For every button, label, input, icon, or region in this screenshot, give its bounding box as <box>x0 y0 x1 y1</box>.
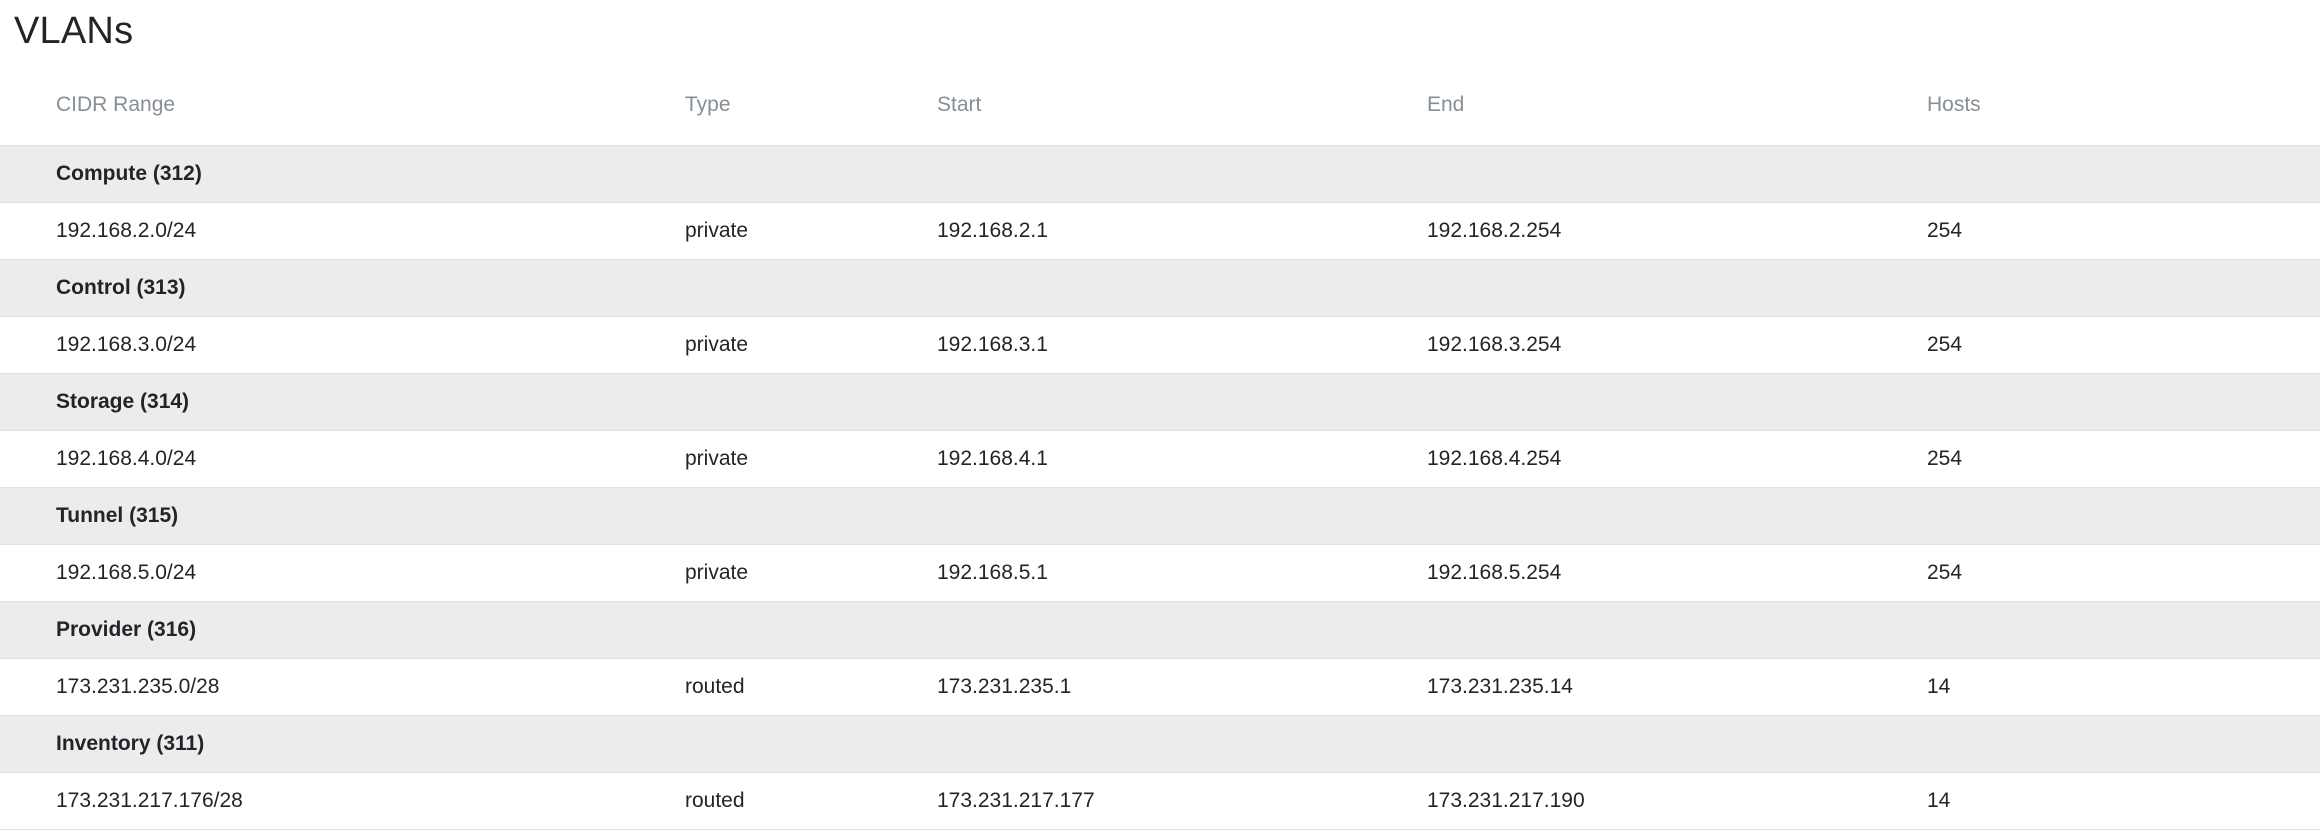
table-header-row <box>0 93 2320 146</box>
group-label: Compute (312) <box>0 146 2320 203</box>
group-header-row <box>0 488 2320 545</box>
cell-hosts: 254 <box>1927 545 2320 602</box>
cell-cidr-range: 173.231.235.0/28 <box>0 659 685 716</box>
cell-end: 192.168.5.254 <box>1427 545 1927 602</box>
table-row <box>0 431 2320 488</box>
group-header-row <box>0 260 2320 317</box>
group-header-row <box>0 716 2320 773</box>
group-label: Tunnel (315) <box>0 488 2320 545</box>
cell-cidr-range: 192.168.3.0/24 <box>0 317 685 374</box>
cell-hosts: 254 <box>1927 203 2320 260</box>
cell-type: routed <box>685 659 937 716</box>
group-header-row <box>0 374 2320 431</box>
table-header <box>0 93 2320 146</box>
group-header-row <box>0 602 2320 659</box>
table-body <box>0 146 2320 830</box>
cell-cidr-range: 192.168.4.0/24 <box>0 431 685 488</box>
group-label: Provider (316) <box>0 602 2320 659</box>
cell-start: 192.168.3.1 <box>937 317 1427 374</box>
cell-start: 192.168.2.1 <box>937 203 1427 260</box>
page-title: VLANs <box>14 10 134 52</box>
cell-end: 192.168.2.254 <box>1427 203 1927 260</box>
cell-hosts: 14 <box>1927 773 2320 830</box>
column-header-type: Type <box>685 93 937 146</box>
cell-start: 192.168.4.1 <box>937 431 1427 488</box>
cell-end: 192.168.4.254 <box>1427 431 1927 488</box>
cell-cidr-range: 173.231.217.176/28 <box>0 773 685 830</box>
cell-type: private <box>685 203 937 260</box>
group-label: Storage (314) <box>0 374 2320 431</box>
cell-start: 173.231.217.177 <box>937 773 1427 830</box>
column-header-end: End <box>1427 93 1927 146</box>
group-label: Inventory (311) <box>0 716 2320 773</box>
group-header-row <box>0 146 2320 203</box>
cell-type: private <box>685 317 937 374</box>
table-row <box>0 545 2320 602</box>
cell-type: private <box>685 431 937 488</box>
cell-start: 192.168.5.1 <box>937 545 1427 602</box>
column-header-hosts: Hosts <box>1927 93 2320 146</box>
group-label: Control (313) <box>0 260 2320 317</box>
vlans-table-container <box>0 93 2320 830</box>
vlans-table <box>0 93 2320 830</box>
column-header-start: Start <box>937 93 1427 146</box>
table-row <box>0 203 2320 260</box>
cell-hosts: 254 <box>1927 317 2320 374</box>
cell-type: private <box>685 545 937 602</box>
cell-end: 192.168.3.254 <box>1427 317 1927 374</box>
table-row <box>0 317 2320 374</box>
cell-end: 173.231.217.190 <box>1427 773 1927 830</box>
cell-hosts: 254 <box>1927 431 2320 488</box>
cell-cidr-range: 192.168.2.0/24 <box>0 203 685 260</box>
column-header-cidr-range: CIDR Range <box>0 93 685 146</box>
table-row <box>0 773 2320 830</box>
table-row <box>0 659 2320 716</box>
cell-end: 173.231.235.14 <box>1427 659 1927 716</box>
cell-cidr-range: 192.168.5.0/24 <box>0 545 685 602</box>
cell-type: routed <box>685 773 937 830</box>
cell-start: 173.231.235.1 <box>937 659 1427 716</box>
cell-hosts: 14 <box>1927 659 2320 716</box>
